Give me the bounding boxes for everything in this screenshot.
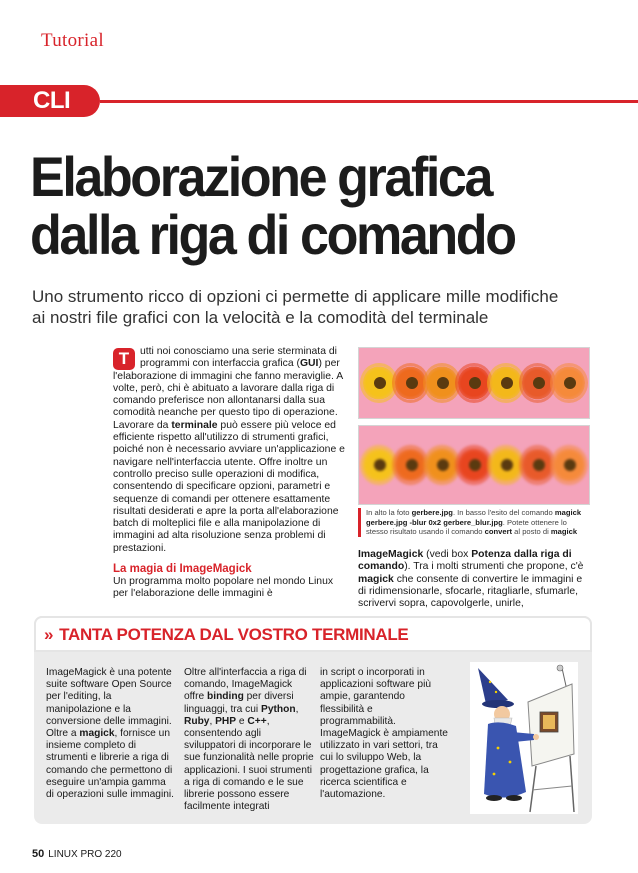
- flower: [458, 448, 490, 482]
- body-text: Un programma molto popolare nel mondo Linux per l'elaborazione delle immagini è: [113, 576, 334, 600]
- body-bold: terminale: [171, 419, 218, 431]
- box-text: ,: [209, 715, 216, 727]
- box-text: Oltre all'interfaccia a riga di comando, ImageMagick offre: [184, 667, 307, 703]
- caption-bold: magick: [550, 527, 578, 536]
- caption-text: In alto la foto: [366, 508, 412, 517]
- flower: [490, 448, 522, 482]
- article-title: [30, 145, 588, 266]
- photo-caption: [358, 508, 590, 537]
- flower: [522, 448, 554, 482]
- box-text: , fornisce un insieme completo di strumenti e librerie a riga di comando che permettono di eseguire un'ampia gamma di operazioni sulle immagini.: [46, 728, 174, 801]
- photo-blurred: [358, 425, 590, 505]
- flower: [363, 448, 395, 482]
- flower: [395, 366, 427, 400]
- body-column-left: [113, 346, 345, 601]
- box-text: e: [236, 715, 248, 727]
- caption-text: . Potete ottenere lo stesso risultato usando il comando: [366, 517, 567, 536]
- lead-line-2: ai nostri file grafici con la velocità e la comodità del terminale: [32, 308, 489, 327]
- box-column-3: in script o incorporati in applicazioni software più ampie, garantendo flessibilità e programmabilità. ImageMagick è ampiamente utilizzato in vari settori, tra cui lo sviluppo Web, la progettazione grafica, la ricerca scientifica e l'automazione.: [320, 667, 448, 801]
- category-rule: [100, 100, 638, 103]
- lead-line-1: Uno strumento ricco di opzioni ci permette di applicare mille modifiche: [32, 287, 559, 306]
- box-bold: Ruby: [184, 715, 210, 727]
- body-text: (vedi box: [423, 549, 472, 560]
- box-bold: binding: [207, 691, 244, 703]
- flower: [395, 448, 427, 482]
- title-line-1: Elaborazione grafica: [30, 145, 492, 208]
- body-text: può essere più veloce ed efficiente rispetto all'utilizzo di strumenti grafici, poiché non è necessario avviare un'applicazione e navigare nell'interfaccia utente. Offre inoltre un controllo preciso sulle operazioni di modifica, consentendo di specificare opzioni, parametri e sequenze di comandi per ottenere esattamente risultati desiderati e apre la porta all'elaborazione batch di molteplici file e alla manipolazione di immagini ad alta risoluzione senza problemi di prestazioni.: [113, 419, 345, 554]
- box-column-2: [184, 667, 314, 813]
- page-footer: [32, 848, 122, 860]
- flower: [553, 366, 585, 400]
- drop-cap: T: [113, 348, 135, 370]
- subheading: La magia di ImageMagick: [113, 563, 252, 576]
- wizard-icon: [470, 662, 578, 814]
- box-text: per diversi linguaggi, tra cui: [184, 691, 294, 715]
- caption-text: al posto di: [512, 527, 551, 536]
- wizard-illustration: [470, 662, 578, 814]
- body-text: ). Tra i molti strumenti che propone, c'è: [404, 561, 584, 573]
- title-line-2: dalla riga di comando: [30, 203, 515, 266]
- box-column-1: [46, 667, 176, 801]
- flower: [426, 366, 458, 400]
- sidebar-box-title: [44, 625, 408, 645]
- flower: [458, 366, 490, 400]
- flower: [553, 448, 585, 482]
- flower: [490, 366, 522, 400]
- box-text: ImageMagick è una potente suite software Open Source per l'editing, la manipolazione e la conversione delle immagini. Oltre a: [46, 667, 172, 740]
- category-tag: CLI: [0, 85, 100, 117]
- flower: [426, 448, 458, 482]
- body-column-right: [358, 549, 592, 610]
- box-bold: magick: [79, 728, 115, 740]
- box-bold: C++: [247, 715, 267, 727]
- chevron-right-icon: »: [44, 625, 54, 644]
- body-text: utti noi conosciamo una serie sterminata di programmi con interfaccia grafica (: [140, 346, 337, 370]
- box-text: , consentendo agli sviluppatori di incorporare le sue funzionalità nelle proprie applicazioni. I suoi strumenti a riga di comando e le sue librerie possono essere facilmente integrati: [184, 715, 314, 813]
- caption-bold: magick gerbere.jpg -blur 0x2 gerbere_blur.jpg: [366, 508, 582, 527]
- page-number: 50: [32, 848, 45, 860]
- flower: [363, 366, 395, 400]
- section-label: Tutorial: [41, 30, 104, 51]
- body-bold: magick: [358, 573, 394, 585]
- magazine-name: LINUX PRO 220: [48, 849, 122, 860]
- box-title-text: TANTA POTENZA DAL VOSTRO TERMINALE: [59, 625, 409, 644]
- body-text: che consente di convertire le immagini e di ridimensionarle, sfocarle, ritagliarle, sfumarle, scrivervi sopra, capovolgerle, unirle,: [358, 573, 583, 610]
- caption-text: . In basso l'esito del comando: [452, 508, 555, 517]
- caption-bold: gerbere.jpg: [411, 508, 453, 517]
- box-bold: PHP: [215, 715, 237, 727]
- photo-original: [358, 347, 590, 419]
- body-bold: ImageMagick: [358, 549, 424, 560]
- body-bold: Potenza dalla riga di comando: [358, 549, 572, 573]
- body-bold: GUI: [299, 358, 319, 370]
- box-bold: Python: [261, 703, 296, 715]
- box-text: ,: [295, 703, 299, 715]
- caption-bold: convert: [484, 527, 513, 536]
- flower: [522, 366, 554, 400]
- body-text: ) per l'elaborazione di immagini che fanno meraviglie. A volte, però, chi è abituato a lavorare dalla riga di comando preferisce non allontanarsi dalla sua comodità neanche per questo tipo di operazione. Lavorare da: [113, 358, 343, 431]
- article-lead: [32, 286, 622, 328]
